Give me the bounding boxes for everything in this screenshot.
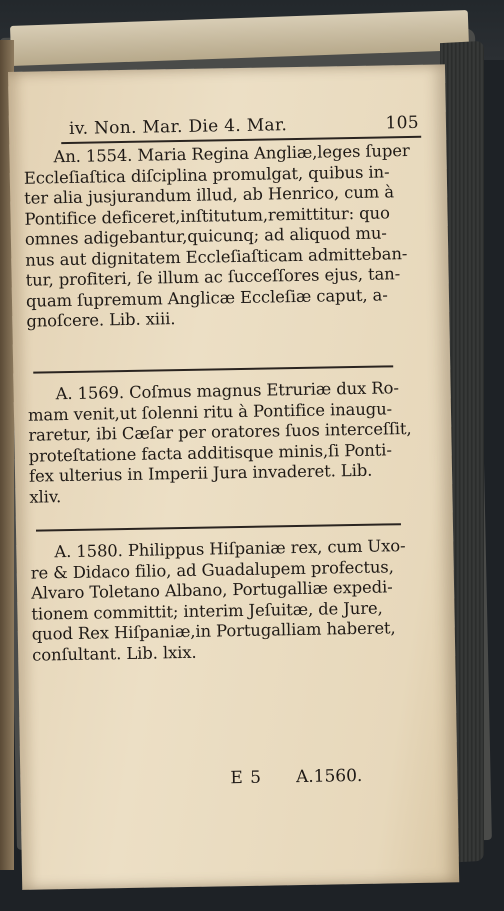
entry-line: xliv. [29, 486, 62, 507]
entry-line: An. 1554. Maria Regina Angliæ,leges ſuper [53, 141, 410, 167]
entry-line: A. 1569. Coſmus magnus Etruriæ dux Ro- [55, 378, 399, 404]
entry-line: Alvaro Toletano Albano, Portugalliæ expedi- [30, 577, 393, 603]
page-number: 105 [385, 112, 420, 134]
entry-line: omnes adigebantur,quicunq; ad aliquod mu- [24, 223, 387, 249]
entry-line: proteſtatione facta additisque minis,ſi Ponti- [28, 439, 392, 466]
book-page [8, 64, 459, 890]
entry-1554 [23, 141, 408, 332]
entry-1569 [27, 378, 411, 508]
entry-line: ter alia jusjurandum illud, ab Henrico, cum à [24, 182, 395, 208]
entry-line: quam ſupremum Anglicæ Eccleſiæ caput, a- [25, 284, 388, 311]
section-rule [33, 365, 393, 373]
entry-line: tur, profiteri, ſe illum ac ſucceſſores ejus, tan- [25, 264, 401, 290]
entry-line: conſultant. Lib. lxix. [32, 642, 197, 665]
catchword: A.1560. [295, 765, 363, 788]
entry-line: tionem committit; interim Jeſuitæ, de Jure, [31, 598, 383, 624]
entry-line: gnoſcere. Lib. xiii. [26, 309, 176, 331]
entry-line: nus aut dignitatem Eccleſiaſticam admitteban- [25, 243, 408, 270]
entry-line: raretur, ibi Cæſar per oratores ſuos interceſſit, [28, 419, 412, 445]
entry-line: Pontifice deficeret,inſtitutum,remittitur: quo [24, 202, 390, 229]
entry-line: quod Rex Hiſpaniæ,in Portugalliam haberet, [31, 618, 396, 644]
entry-line: fex ulterius in Imperii Jura invaderet. Lib. [28, 460, 373, 486]
entry-line: re & Didaco filio, ad Guadalupem profectus, [30, 556, 394, 583]
header-date: iv. Non. Mar. Die 4. Mar. [68, 115, 288, 139]
entry-line: Eccleſiaſtica diſciplina promulgat, quibus in- [23, 161, 390, 188]
entry-1580 [30, 536, 414, 666]
running-header [69, 113, 419, 139]
entry-line: A. 1580. Philippus Hiſpaniæ rex, cum Uxo- [54, 536, 406, 562]
signature-mark: E 5 [230, 767, 263, 789]
page-footer [230, 766, 362, 788]
section-rule [36, 523, 401, 531]
entry-line: mam venit,ut ſolenni ritu à Pontifice inaugu- [27, 398, 393, 425]
